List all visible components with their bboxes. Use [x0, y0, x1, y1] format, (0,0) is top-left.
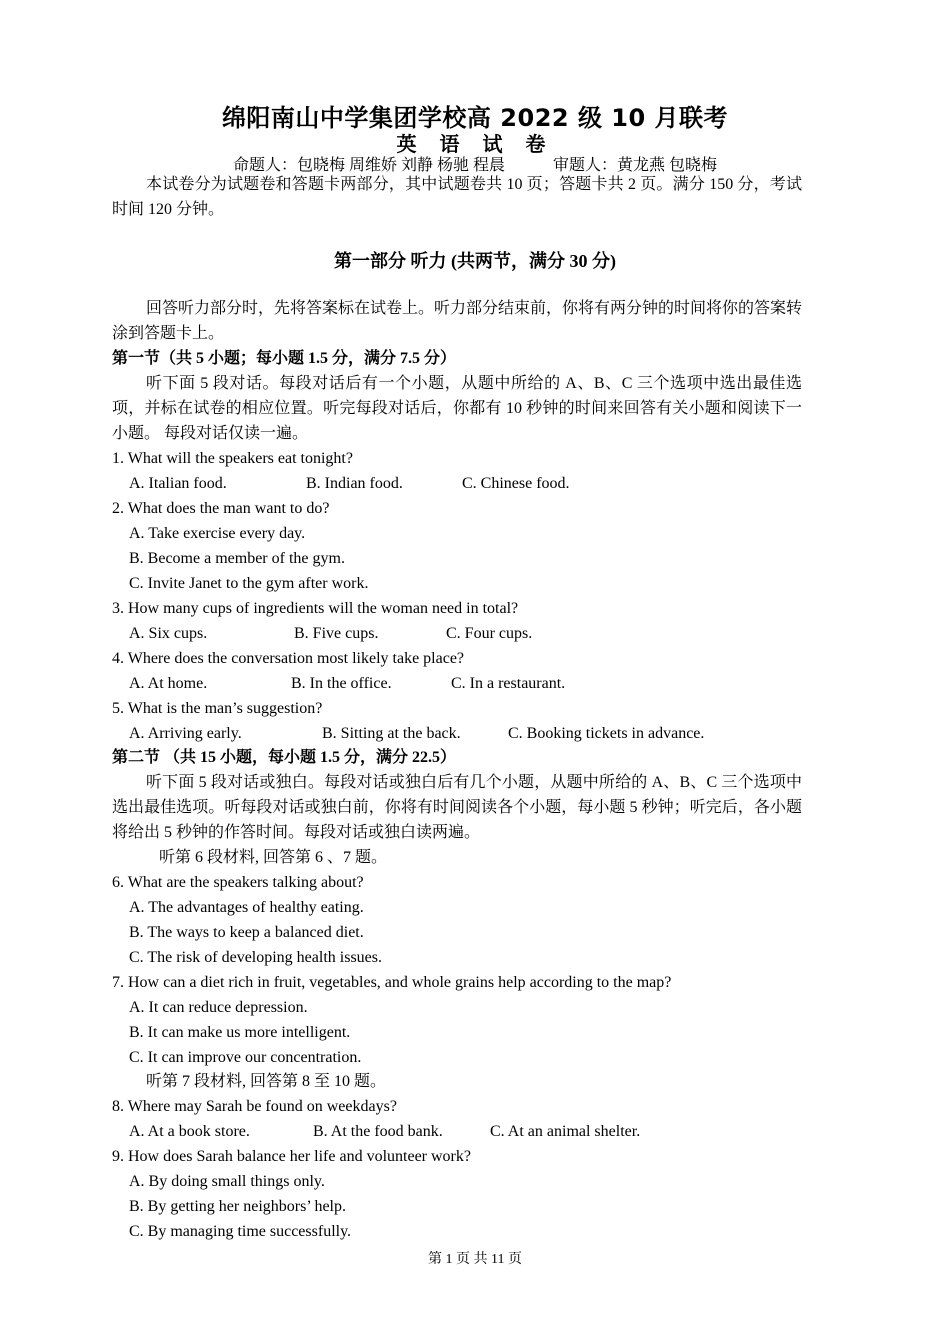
- q1-option-a: A. Italian food.: [129, 475, 227, 492]
- part1-instructions: 回答听力部分时，先将答案标在试卷上。听力部分结束前，你将有两分钟的时间将你的答案转涂到答题卡上。: [112, 300, 803, 342]
- q4-option-b: B. In the office.: [291, 675, 392, 692]
- q3-option-c: C. Four cups.: [446, 625, 533, 642]
- q2-option-b: B. Become a member of the gym.: [129, 550, 345, 567]
- q5-option-b: B. Sitting at the back.: [322, 725, 461, 742]
- section2-instructions: 听下面 5 段对话或独白。每段对话或独白后有几个小题，从题中所给的 A、B、C 三个选项中选出最佳选项。听每段对话或独白前，你将有时间阅读各个小题，每小题 5 秒钟；听完后，各小题将给出 5 秒钟的作答时间。每段对话或独白读两遍。: [112, 774, 802, 841]
- setters: 命题人：包晓梅 周维娇 刘静 杨驰 程晨: [232, 157, 505, 174]
- question-5: 5. What is the man’s suggestion?: [112, 700, 323, 717]
- part1-heading: 第一部分 听力 (共两节，满分 30 分): [334, 251, 616, 271]
- question-8: 8. Where may Sarah be found on weekdays?: [112, 1098, 397, 1115]
- q3-option-a: A. Six cups.: [129, 625, 208, 642]
- question-2: 2. What does the man want to do?: [112, 500, 330, 517]
- intro-paragraph: 本试卷分为试题卷和答题卡两部分，其中试题卷共 10 页；答题卡共 2 页。满分 150 分，考试时间 120 分钟。: [112, 176, 802, 218]
- q5-option-a: A. Arriving early.: [129, 725, 242, 742]
- q8-option-c: C. At an animal shelter.: [490, 1123, 641, 1140]
- exam-title: 绵阳南山中学集团学校高 2022 级 10 月联考: [221, 104, 729, 132]
- exam-subtitle: 英 语 试 卷: [396, 132, 554, 156]
- question-6: 6. What are the speakers talking about?: [112, 874, 364, 891]
- q6-option-c: C. The risk of developing health issues.: [129, 949, 382, 966]
- question-3: 3. How many cups of ingredients will the woman need in total?: [112, 600, 519, 617]
- q7-option-b: B. It can make us more intelligent.: [129, 1024, 351, 1041]
- question-1: 1. What will the speakers eat tonight?: [112, 450, 353, 467]
- question-9: 9. How does Sarah balance her life and volunteer work?: [112, 1148, 471, 1165]
- section2-note-6: 听第 6 段材料, 回答第 6 、7 题。: [159, 849, 388, 866]
- q6-option-a: A. The advantages of healthy eating.: [129, 899, 364, 916]
- q2-option-c: C. Invite Janet to the gym after work.: [129, 575, 369, 592]
- q5-option-c: C. Booking tickets in advance.: [508, 725, 705, 742]
- q9-option-a: A. By doing small things only.: [129, 1173, 325, 1190]
- section1-heading: 第一节（共 5 小题；每小题 1.5 分，满分 7.5 分）: [112, 350, 457, 367]
- q7-option-a: A. It can reduce depression.: [129, 999, 308, 1016]
- reviewers: 审题人：黄龙燕 包晓梅: [553, 157, 718, 174]
- section2-heading: 第二节 （共 15 小题，每小题 1.5 分，满分 22.5）: [112, 749, 457, 766]
- section1-instructions: 听下面 5 段对话。每段对话后有一个小题，从题中所给的 A、B、C 三个选项中选出最佳选项，并标在试卷的相应位置。听完每段对话后，你都有 10 秒钟的时间来回答有关小题和阅读下一小题。 每段对话仅读一遍。: [112, 375, 802, 442]
- section2-note-7: 听第 7 段材料, 回答第 8 至 10 题。: [146, 1073, 387, 1090]
- q8-option-a: A. At a book store.: [129, 1123, 250, 1140]
- q1-option-b: B. Indian food.: [306, 475, 403, 492]
- q1-option-c: C. Chinese food.: [462, 475, 570, 492]
- question-7: 7. How can a diet rich in fruit, vegetables, and whole grains help according to the map?: [112, 974, 672, 991]
- q8-option-b: B. At the food bank.: [313, 1123, 443, 1140]
- q9-option-c: C. By managing time successfully.: [129, 1223, 352, 1240]
- q7-option-c: C. It can improve our concentration.: [129, 1049, 362, 1066]
- page-footer: 第 1 页 共 11 页: [428, 1252, 522, 1267]
- q6-option-b: B. The ways to keep a balanced diet.: [129, 924, 364, 941]
- q4-option-a: A. At home.: [129, 675, 208, 692]
- q4-option-c: C. In a restaurant.: [451, 675, 566, 692]
- q2-option-a: A. Take exercise every day.: [129, 525, 306, 542]
- question-4: 4. Where does the conversation most likely take place?: [112, 650, 465, 667]
- q3-option-b: B. Five cups.: [294, 625, 379, 642]
- q9-option-b: B. By getting her neighbors’ help.: [129, 1198, 346, 1215]
